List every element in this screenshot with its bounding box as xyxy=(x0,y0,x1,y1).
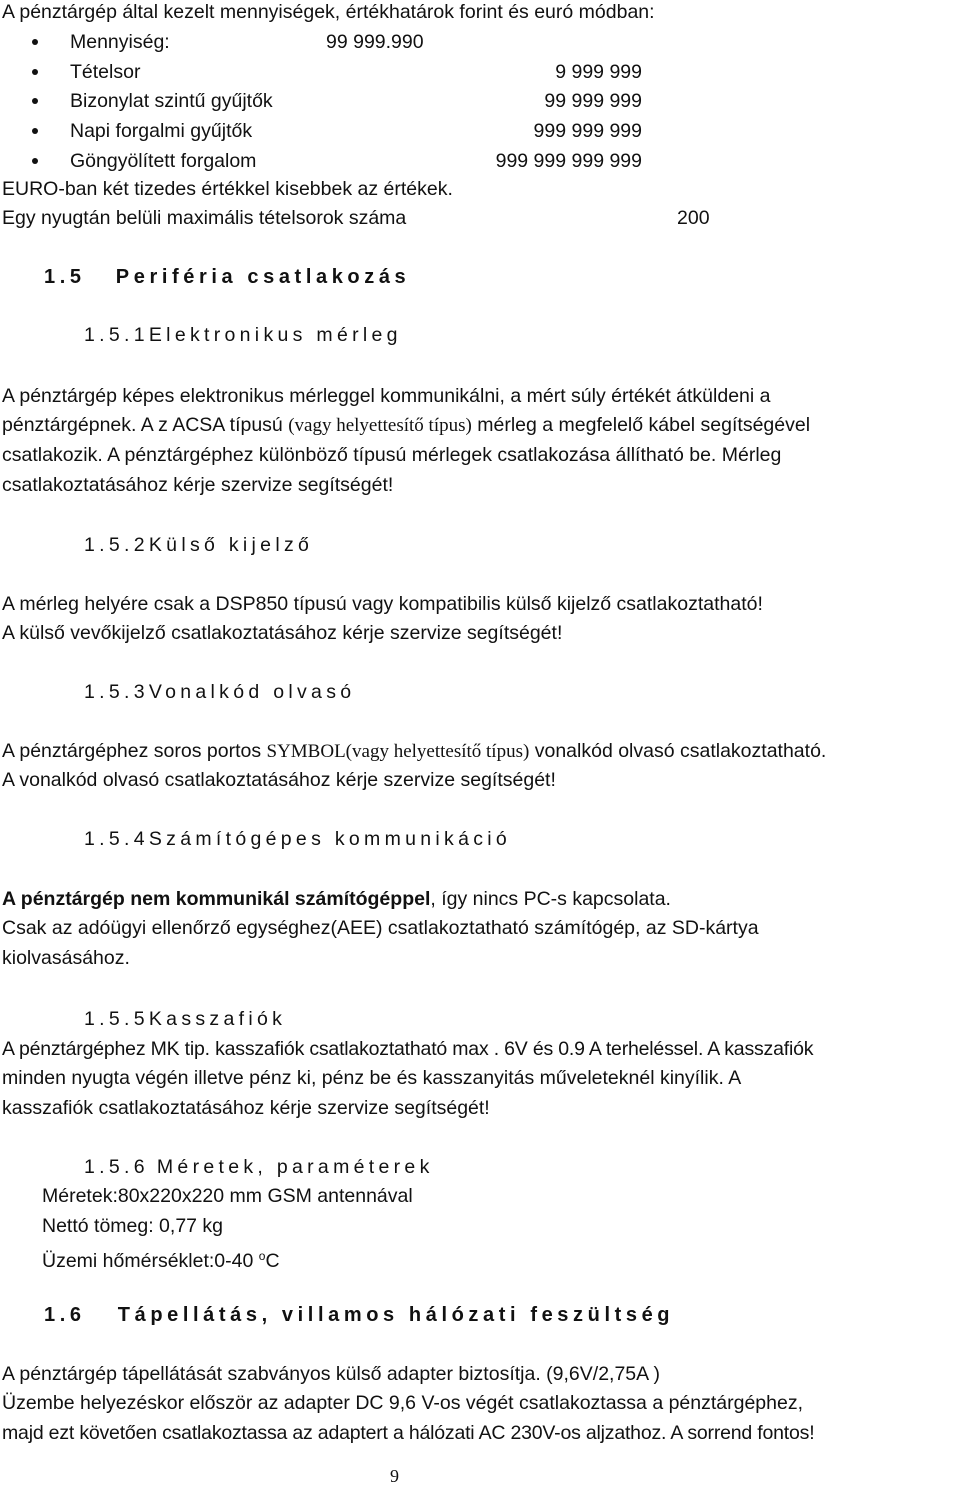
max-items-label: Egy nyugtán belüli maximális tételsorok száma xyxy=(2,207,407,229)
text-run: , így nincs PC-s kapcsolata. xyxy=(430,888,671,910)
text-run: C xyxy=(265,1250,280,1272)
intro-text: A pénztárgép által kezelt mennyiségek, értékhatárok forint és euró módban: xyxy=(2,1,655,23)
spec-value: 9 999 999 xyxy=(555,61,642,83)
subsection-heading-1-5-2 xyxy=(84,534,313,557)
spec-value: 99 999.990 xyxy=(326,31,424,53)
spec-label: Mennyiség: xyxy=(70,31,170,53)
paragraph-line: Méretek:80x220x220 mm GSM antennával xyxy=(42,1185,413,1207)
section-number: 1.5 xyxy=(44,266,86,288)
subsection-heading-1-5-1 xyxy=(84,324,402,347)
bullet-icon xyxy=(32,69,38,75)
paragraph-line xyxy=(2,887,671,911)
subsection-title: Vonalkód olvasó xyxy=(148,681,356,703)
paragraph-line: A külső vevőkijelző csatlakoztatásához kérje szervize segítségét! xyxy=(2,622,563,644)
subsection-number: 1.5.2 xyxy=(84,534,149,556)
subsection-title: Kasszafiók xyxy=(148,1008,287,1030)
text-run: A pénztárgéphez soros portos xyxy=(2,740,267,762)
spec-label: Bizonylat szintű gyűjtők xyxy=(70,90,273,112)
paragraph-line: A mérleg helyére csak a DSP850 típusú vagy kompatibilis külső kijelző csatlakoztatható! xyxy=(2,593,763,615)
bullet-icon xyxy=(32,98,38,104)
subsection-title: Külső kijelző xyxy=(148,534,314,556)
text-run: mérleg a megfelelő kábel segítségével xyxy=(471,414,811,436)
subsection-title: Számítógépes kommunikáció xyxy=(148,828,512,850)
paragraph-line: Csak az adóügyi ellenőrző egységhez(AEE) csatlakoztatható számítógép, az SD-kártya xyxy=(2,917,759,939)
subsection-number: 1.5.4 xyxy=(84,828,149,850)
spec-label: Tételsor xyxy=(70,61,141,83)
paragraph-line: Nettó tömeg: 0,77 kg xyxy=(42,1215,224,1237)
section-heading-1-6 xyxy=(44,1304,674,1327)
euro-note: EURO-ban két tizedes értékkel kisebbek az értékek. xyxy=(2,178,453,200)
subsection-heading-1-5-6 xyxy=(84,1156,434,1179)
paragraph-line xyxy=(42,1244,280,1273)
bullet-icon xyxy=(32,39,38,45)
text-run-serif: SYMBOL(vagy helyettesítő típus) xyxy=(266,741,530,762)
paragraph-line: majd ezt követően csatlakoztassa az adaptert a hálózati AC 230V-os aljzathoz. A sorrend fontos! xyxy=(2,1422,815,1444)
paragraph-line: Üzembe helyezéskor először az adapter DC 9,6 V-os végét csatlakoztassa a pénztárgéphez, xyxy=(2,1392,804,1414)
subsection-title: Elektronikus mérleg xyxy=(148,324,402,346)
paragraph-line: A vonalkód olvasó csatlakoztatásához kérje szervize segítségét! xyxy=(2,769,556,791)
spec-value: 99 999 999 xyxy=(544,90,642,112)
section-title: Periféria csatlakozás xyxy=(115,266,411,288)
paragraph-line xyxy=(2,739,826,764)
paragraph-line: A pénztárgéphez MK tip. kasszafiók csatlakoztatható max . 6V és 0.9 A terheléssel. A kasszafiók xyxy=(2,1038,814,1060)
paragraph-line: csatlakoztatásához kérje szervize segítségét! xyxy=(2,474,394,496)
section-number: 1.6 xyxy=(44,1304,86,1326)
text-run: Üzemi hőmérséklet:0-40 xyxy=(42,1250,259,1272)
subsection-title: Méretek, paraméterek xyxy=(156,1156,434,1178)
paragraph-line: csatlakozik. A pénztárgéphez különböző típusú mérlegek csatlakozása állítható be. Mérleg xyxy=(2,444,782,466)
paragraph-line: A pénztárgép képes elektronikus mérleggel kommunikálni, a mért súly értékét átküldeni a xyxy=(2,385,771,407)
subsection-heading-1-5-5 xyxy=(84,1008,286,1031)
paragraph-line: minden nyugta végén illetve pénz ki, pénz be és kasszanyitás műveleteknél kinyílik. A xyxy=(2,1067,742,1089)
text-run: pénztárgépnek. A z ACSA típusú xyxy=(2,414,289,436)
paragraph-line: A pénztárgép tápellátását szabványos külső adapter biztosítja. (9,6V/2,75A ) xyxy=(2,1363,660,1385)
section-title: Tápellátás, villamos hálózati feszültség xyxy=(117,1304,675,1326)
paragraph-line: kasszafiók csatlakoztatásához kérje szervize segítségét! xyxy=(2,1097,490,1119)
degree-sign: o xyxy=(258,1249,266,1263)
text-run-bold: A pénztárgép nem kommunikál számítógéppel xyxy=(2,888,431,910)
text-run: vonalkód olvasó csatlakoztatható. xyxy=(529,740,827,762)
page-number: 9 xyxy=(390,1466,399,1486)
max-items-value: 200 xyxy=(677,207,710,229)
spec-value: 999 999 999 999 xyxy=(495,150,642,172)
subsection-number: 1.5.3 xyxy=(84,681,149,703)
text-run-serif: (vagy helyettesítő típus) xyxy=(288,415,472,436)
paragraph-line: kiolvasásához. xyxy=(2,947,130,969)
subsection-heading-1-5-4 xyxy=(84,828,511,851)
paragraph-line xyxy=(2,413,810,438)
spec-value: 999 999 999 xyxy=(533,120,642,142)
subsection-number: 1.5.1 xyxy=(84,324,149,346)
subsection-number: 1.5.6 xyxy=(84,1156,149,1178)
spec-label: Göngyölített forgalom xyxy=(70,150,257,172)
section-heading-1-5 xyxy=(44,266,410,289)
bullet-icon xyxy=(32,128,38,134)
subsection-heading-1-5-3 xyxy=(84,681,355,704)
bullet-icon xyxy=(32,158,38,164)
subsection-number: 1.5.5 xyxy=(84,1008,149,1030)
spec-label: Napi forgalmi gyűjtők xyxy=(70,120,253,142)
